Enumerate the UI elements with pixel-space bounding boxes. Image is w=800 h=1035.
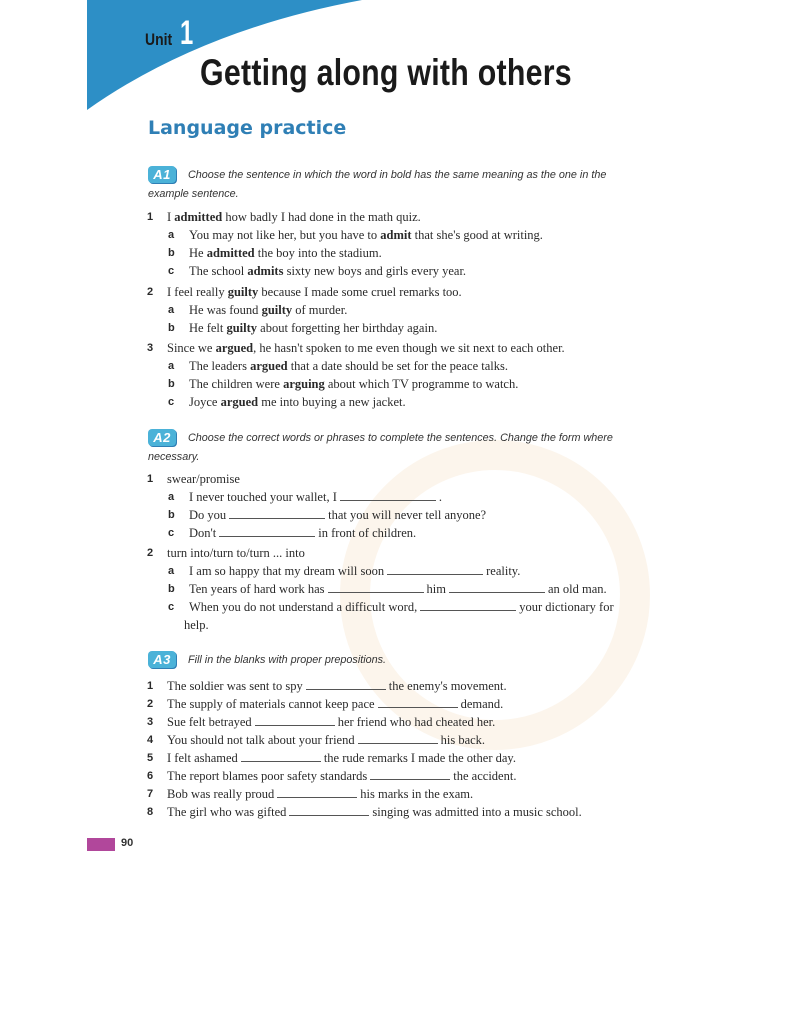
- a3-item-1: [0, 677, 800, 695]
- option-text: help.: [184, 618, 209, 632]
- a1-q2-option-b: [0, 319, 800, 337]
- a1-q3-option-a: [0, 357, 800, 375]
- a1-question-2: [0, 283, 800, 301]
- a2-q2-item-c: [0, 598, 800, 616]
- option-letter: b: [168, 247, 175, 259]
- a3-item-8: [0, 803, 800, 821]
- question-text: turn into/turn to/turn ... into: [167, 546, 305, 560]
- question-number: 3: [147, 342, 154, 354]
- option-text: He felt guilty about forgetting her birthday again.: [189, 321, 438, 335]
- unit-number: 1: [180, 14, 194, 52]
- section-title: Language practice: [148, 117, 347, 139]
- question-number: 1: [147, 680, 154, 692]
- a2-question-2: [0, 544, 800, 562]
- option-letter: c: [168, 396, 175, 408]
- answer-blank[interactable]: [340, 488, 436, 501]
- option-letter: a: [168, 491, 175, 503]
- question-number: 3: [147, 716, 154, 728]
- option-letter: a: [168, 360, 175, 372]
- a2-instruction-text: Choose the correct words or phrases to complete the sentences. Change the form where necessary.: [148, 432, 613, 463]
- a1-instruction: [148, 166, 648, 204]
- option-letter: b: [168, 583, 175, 595]
- a1-q1-option-c: [0, 262, 800, 280]
- question-number: 5: [147, 752, 154, 764]
- page-number-bar: [87, 838, 115, 851]
- a3-item-6: [0, 767, 800, 785]
- answer-blank[interactable]: [378, 695, 458, 708]
- option-text: He admitted the boy into the stadium.: [189, 246, 382, 260]
- option-letter: b: [168, 322, 175, 334]
- question-number: 1: [147, 473, 154, 485]
- question-text: The soldier was sent to spy the enemy's movement.: [167, 679, 507, 693]
- a3-badge: A3: [148, 651, 176, 668]
- a1-q2-option-a: [0, 301, 800, 319]
- option-text: Joyce argued me into buying a new jacket.: [189, 395, 406, 409]
- answer-blank[interactable]: [306, 677, 386, 690]
- a3-item-4: [0, 731, 800, 749]
- question-number: 2: [147, 286, 154, 298]
- unit-label: Unit: [145, 30, 173, 49]
- answer-blank[interactable]: [289, 803, 369, 816]
- option-text: The children were arguing about which TV programme to watch.: [189, 377, 519, 391]
- a2-question-1: [0, 470, 800, 488]
- question-number: 2: [147, 547, 154, 559]
- option-text: When you do not understand a difficult word, your dictionary for: [189, 600, 614, 614]
- option-text: The leaders argued that a date should be set for the peace talks.: [189, 359, 508, 373]
- option-text: Do you that you will never tell anyone?: [189, 508, 487, 522]
- answer-blank[interactable]: [420, 598, 516, 611]
- answer-blank[interactable]: [358, 731, 438, 744]
- page-title: Getting along with others: [200, 52, 572, 93]
- question-number: 7: [147, 788, 154, 800]
- option-letter: a: [168, 565, 175, 577]
- question-text: I felt ashamed the rude remarks I made the other day.: [167, 751, 516, 765]
- a2-badge: A2: [148, 429, 176, 446]
- a1-question-3: [0, 339, 800, 357]
- a1-q3-option-b: [0, 375, 800, 393]
- a3-item-3: [0, 713, 800, 731]
- question-number: 1: [147, 211, 154, 223]
- answer-blank[interactable]: [229, 506, 325, 519]
- a2-q1-item-b: [0, 506, 800, 524]
- option-text: He was found guilty of murder.: [189, 303, 348, 317]
- option-letter: b: [168, 509, 175, 521]
- a2-q2-item-a: [0, 562, 800, 580]
- question-text: The supply of materials cannot keep pace demand.: [167, 697, 504, 711]
- a3-instruction-text: Fill in the blanks with proper prepositions.: [188, 654, 387, 666]
- question-text: You should not talk about your friend his back.: [167, 733, 486, 747]
- question-text: I feel really guilty because I made some cruel remarks too.: [167, 285, 462, 299]
- answer-blank[interactable]: [277, 785, 357, 798]
- answer-blank[interactable]: [241, 749, 321, 762]
- a2-q2-item-b: [0, 580, 800, 598]
- a3-item-5: [0, 749, 800, 767]
- a1-badge: A1: [148, 166, 176, 183]
- question-text: Bob was really proud his marks in the exam.: [167, 787, 474, 801]
- question-text: I admitted how badly I had done in the math quiz.: [167, 210, 421, 224]
- option-letter: a: [168, 229, 175, 241]
- option-letter: c: [168, 601, 175, 613]
- a3-instruction: [148, 651, 648, 670]
- question-number: 8: [147, 806, 154, 818]
- a1-instruction-text: Choose the sentence in which the word in bold has the same meaning as the one in the example sentence.: [148, 169, 607, 200]
- a3-item-7: [0, 785, 800, 803]
- answer-blank[interactable]: [370, 767, 450, 780]
- answer-blank[interactable]: [328, 580, 424, 593]
- option-text: Ten years of hard work has him an old man.: [189, 582, 607, 596]
- a1-question-1: [0, 208, 800, 226]
- question-text: swear/promise: [167, 472, 240, 486]
- a2-q1-item-a: [0, 488, 800, 506]
- question-number: 6: [147, 770, 154, 782]
- option-text: I never touched your wallet, I .: [189, 490, 442, 504]
- page-number: 90: [121, 837, 134, 849]
- a1-q3-option-c: [0, 393, 800, 411]
- question-text: Sue felt betrayed her friend who had cheated her.: [167, 715, 496, 729]
- a2-q2-item-c-continued: [0, 616, 800, 634]
- option-text: Don't in front of children.: [189, 526, 417, 540]
- a2-q1-item-c: [0, 524, 800, 542]
- answer-blank[interactable]: [387, 562, 483, 575]
- option-letter: b: [168, 378, 175, 390]
- option-text: I am so happy that my dream will soon reality.: [189, 564, 521, 578]
- question-number: 4: [147, 734, 154, 746]
- answer-blank[interactable]: [219, 524, 315, 537]
- option-letter: a: [168, 304, 175, 316]
- a1-q1-option-b: [0, 244, 800, 262]
- option-letter: c: [168, 527, 175, 539]
- option-letter: c: [168, 265, 175, 277]
- question-text: The report blames poor safety standards the accident.: [167, 769, 517, 783]
- answer-blank[interactable]: [449, 580, 545, 593]
- a3-item-2: [0, 695, 800, 713]
- a1-q1-option-a: [0, 226, 800, 244]
- answer-blank[interactable]: [255, 713, 335, 726]
- option-text: You may not like her, but you have to admit that she's good at writing.: [189, 228, 543, 242]
- option-text: The school admits sixty new boys and girls every year.: [189, 264, 467, 278]
- question-text: Since we argued, he hasn't spoken to me even though we sit next to each other.: [167, 341, 565, 355]
- a2-instruction: [148, 429, 648, 467]
- question-text: The girl who was gifted singing was admitted into a music school.: [167, 805, 582, 819]
- question-number: 2: [147, 698, 154, 710]
